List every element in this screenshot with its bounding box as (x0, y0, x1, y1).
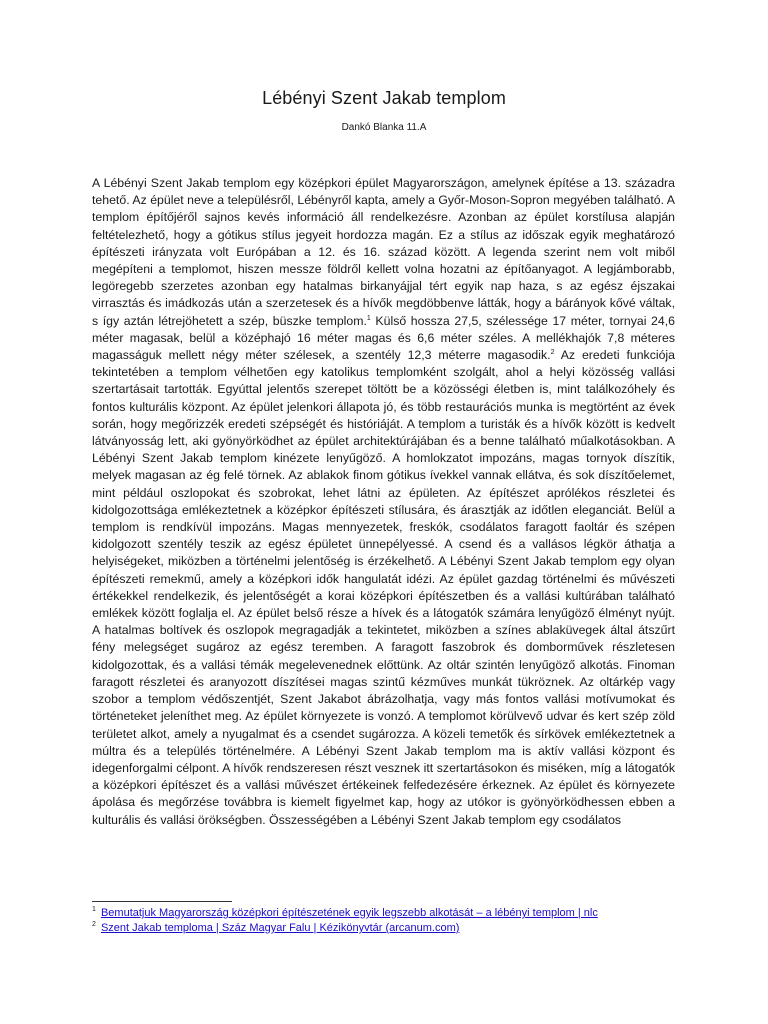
footnote-separator (92, 901, 232, 902)
document-author: Dankó Blanka 11.A (341, 122, 427, 133)
footnote-2 (92, 921, 675, 936)
footnote-number: 1 (92, 906, 96, 914)
footnote-reference-2[interactable]: 2 (550, 348, 555, 356)
body-text-part-1: A Lébényi Szent Jakab templom egy középkori épület Magyarországon, amelynek építése a 13. századra tehető. Az épület neve a településről, Lébényről kapta, amely a Győr-Moson-Sopron megyében található. A templom építőjéről sajnos kevés információ áll rendelkezésre. Azonban az épület korstílusa alapján feltételezhető, hogy a gótikus stílus jegyeit hordozza magán. Ez a stílus az időszak egyik meghatározó építészeti irányzata volt Európában a 12. és 16. század között. A legenda szerint nem volt miből megépíteni a templomot, hiszen messze földről kellett volna hozatni az építőanyagot. A legjámborabb, legöregebb szerzetes azonban egy hatalmas birkanyájjal tért egyik nap haza, s az egész éjszakai virrasztás és imádkozás után a szerzetesek és a hívők megdöbbenve látták, hogy a bárányok kővé váltak, s így aztán létrejöhetett a szép, büszke templom. (92, 176, 675, 328)
footnote-number: 2 (92, 921, 96, 929)
body-text-part-2: Külső hossza 27,5, szélessége 17 méter, tornyai 24,6 méter magasak, belül a középhajó 16 méter magas és 6,6 méter széles. A mellékhajók 7,8 méteres magasságuk mellett négy méter szélesek, a szentély 12,3 méterre magasodik. (92, 313, 675, 363)
footnote-link-1[interactable]: Bemutatjuk Magyarország középkori építészetének egyik legszebb alkotását – a lébényi templom | nlc (100, 907, 598, 919)
footnote-1 (92, 906, 675, 921)
document-title: Lébényi Szent Jakab templom (262, 88, 506, 108)
footnote-reference-1[interactable]: 1 (366, 314, 371, 322)
footnote-link-2[interactable]: Szent Jakab temploma | Száz Magyar Falu | Kézikönyvtár (arcanum.com) (100, 922, 460, 934)
body-text-part-3: Az eredeti funkciója tekintetében a templom vélhetően egy katolikus templomként szolgált, ahol a helyi közösség vallási szertartásait tartották. Egyúttal jelentős szerepet töltött be a közösségi életben is, mint találkozóhely és fontos kulturális központ. Az épület jelenkori állapota jó, és több restaurációs munka is megtörtént az évek során, hogy megőrizzék eredeti szépségét és históriáját. A templom a turisták és a hívők között is kedvelt látványosság lett, aki gyönyörködhet az épület architektúrájában és a benne található műalkotásokban. A Lébényi Szent Jakab templom kinézete lenyűgöző. A homlokzatot impozáns, magas tornyok díszítik, melyek magasan az ég felé törnek. Az ablakok finom gótikus ívekkel vannak ellátva, és sok díszítőelemet, mint például oszlopokat és szobrokat, lehet látni az épületen. Az építészet aprólékos részletei és kidolgozottsága emlékeztetnek a középkor építészeti stílusára, és árasztják az időtlen eleganciát. Belül a templom is rendkívül impozáns. Magas mennyezetek, freskók, csodálatos faragott faoltár és szépen kidolgozott szentély teszik az egész épületet ünnepélyessé. A csend és a vallásos légkör áthatja a helyiségeket, miközben a történelmi jelentőség is érzékelhető. A Lébényi Szent Jakab templom egy olyan építészeti remekmű, amely a középkori idők hangulatát idézi. Az épület gazdag történelmi és művészeti értékekkel rendelkezik, és jelentőségét a korai középkori építészetben és a vallási kultúrában található emlékek között foglalja el. Az épület belső része a hívek és a látogatók számára lenyűgöző élményt nyújt. A hatalmas boltívek és oszlopok megragadják a tekintetet, miközben a színes ablaküvegek által átszűrt fény melegséget sugároz az egész teremben. A faragott faszobrok és domborművek részletesen kidolgozottak, és a vallási témák megelevenednek előttünk. Az oltár szintén lenyűgöző alkotás. Finoman faragott részletei és aranyozott díszítései magas szintű kézműves munkát tükröznek. Az oltárkép vagy szobor a templom védőszentjét, Szent Jakabot ábrázolhatja, vagy más fontos vallási motívumokat és történeteket jeleníthet meg. Az épület környezete is vonzó. A templomot körülvevő udvar és kert szép zöld területet alkot, amely a nyugalmat és a csendet sugározza. A közeli temetők és sírkövek emlékeztetnek a múltra és a település történelmére. A Lébényi Szent Jakab templom ma is aktív vallási központ és idegenforgalmi célpont. A hívők rendszeresen részt vesznek itt szertartásokon és miséken, míg a látogatók a középkori építészet és a vallási művészet értékeinek felfedezésére érkeznek. Az épület és környezete ápolása és megőrzése továbbra is kiemelt figyelmet kap, hogy az utókor is gyönyörködhessen ebben a kulturális és vallási örökségben. Összességében a Lébényi Szent Jakab templom egy csodálatos (92, 348, 675, 827)
body-paragraph (92, 175, 675, 829)
footnotes-section (92, 906, 675, 936)
